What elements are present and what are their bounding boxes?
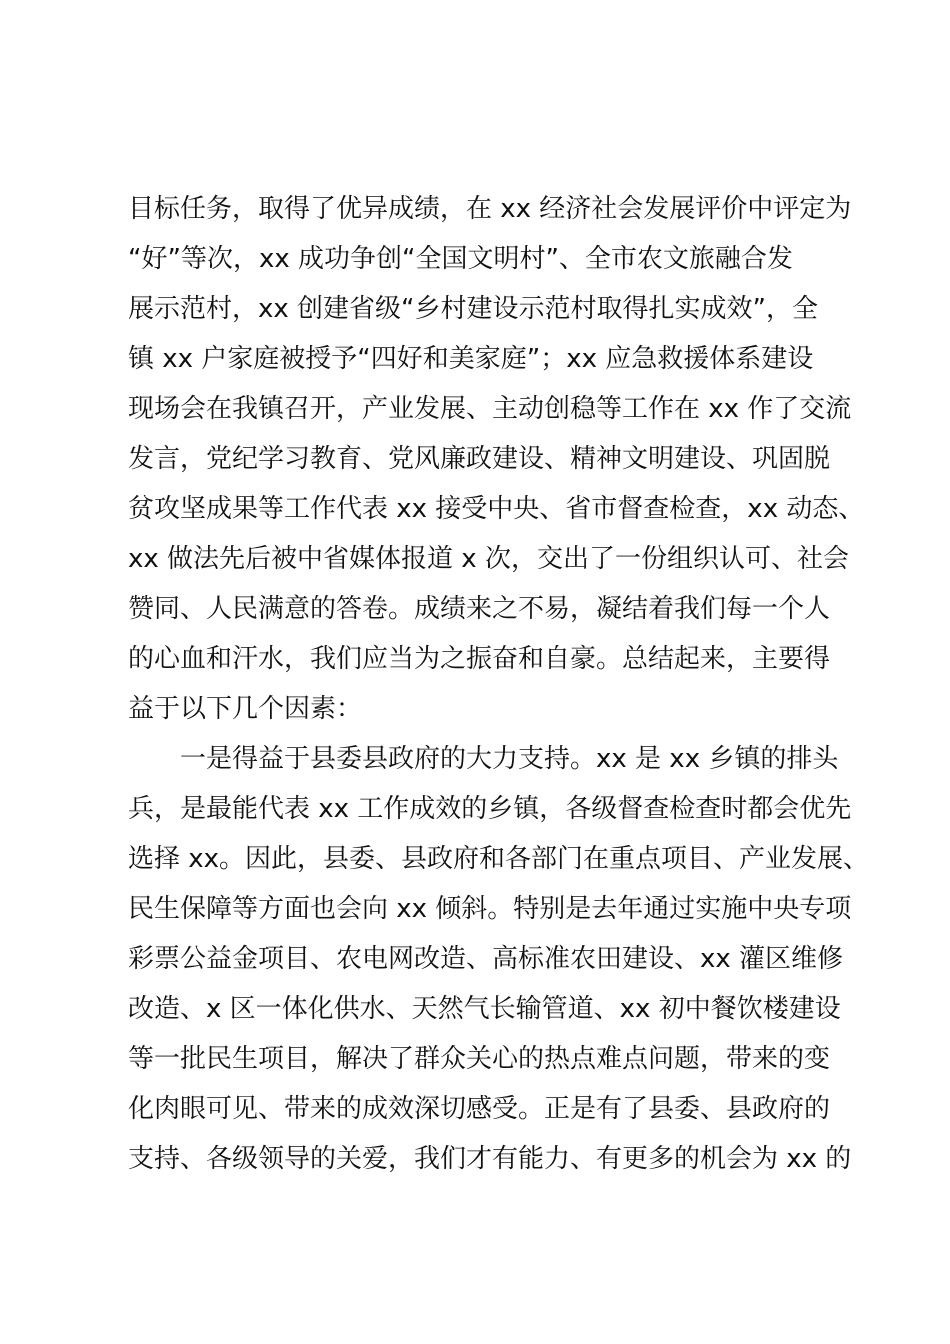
text-line: 的心血和汗水，我们应当为之振奋和自豪。总结起来，主要得 xyxy=(128,644,831,674)
text-line: 发言，党纪学习教育、党风廉政建设、精神文明建设、巩固脱 xyxy=(128,444,831,474)
text-line: 展示范村，xx 创建省级“乡村建设示范村取得扎实成效”，全 xyxy=(128,294,818,324)
text-line: 选择 xx。因此，县委、县政府和各部门在重点项目、产业发展、 xyxy=(128,844,870,874)
text-line: 等一批民生项目，解决了群众关心的热点难点问题，带来的变 xyxy=(128,1044,831,1074)
text-line: 镇 xx 户家庭被授予“四好和美家庭”；xx 应急救援体系建设 xyxy=(128,344,814,374)
text-line: 贫攻坚成果等工作代表 xx 接受中央、省市督查检查，xx 动态、 xyxy=(128,494,865,524)
text-line: 民生保障等方面也会向 xx 倾斜。特别是去年通过实施中央专项 xyxy=(128,894,852,924)
text-line: 改造、x 区一体化供水、天然气长输管道、xx 初中餐饮楼建设 xyxy=(128,994,841,1024)
text-line: 化肉眼可见、带来的成效深切感受。正是有了县委、县政府的 xyxy=(128,1094,831,1124)
text-line: 赞同、人民满意的答卷。成绩来之不易，凝结着我们每一个人 xyxy=(128,594,831,624)
text-line: 兵，是最能代表 xx 工作成效的乡镇，各级督查检查时都会优先 xyxy=(128,794,852,824)
text-line: xx 做法先后被中省媒体报道 x 次，交出了一份组织认可、社会 xyxy=(128,544,849,574)
text-line: 目标任务，取得了优异成绩，在 xx 经济社会发展评价中评定为 xyxy=(128,194,852,224)
body-text xyxy=(128,184,870,1184)
text-line: 现场会在我镇召开，产业发展、主动创稳等工作在 xx 作了交流 xyxy=(128,394,852,424)
text-line: 益于以下几个因素： xyxy=(128,694,363,724)
text-line: “好”等次，xx 成功争创“全国文明村”、全市农文旅融合发 xyxy=(128,244,793,274)
text-line: 彩票公益金项目、农电网改造、高标准农田建设、xx 灌区维修 xyxy=(128,944,844,974)
paragraph-start-line: 一是得益于县委县政府的大力支持。xx 是 xx 乡镇的排头 xyxy=(128,744,839,774)
text-line: 支持、各级领导的关爱，我们才有能力、有更多的机会为 xx 的 xyxy=(128,1144,852,1174)
